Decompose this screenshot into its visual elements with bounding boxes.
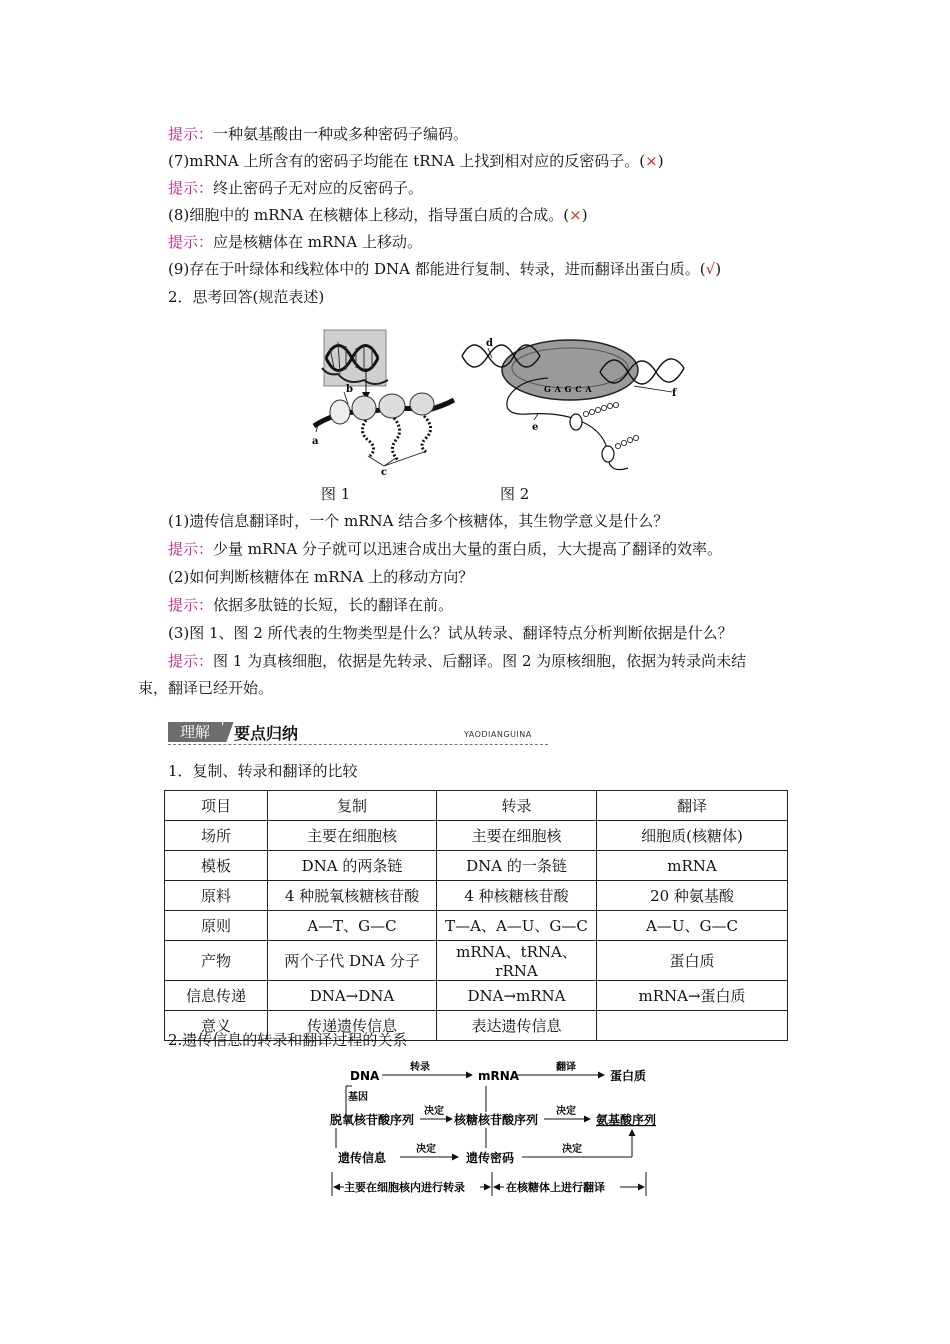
node-genetic-code: 遗传密码: [466, 1151, 515, 1165]
question-2: (2)如何判断核糖体在 mRNA 上的移动方向？: [168, 568, 474, 586]
false-mark: ×: [645, 152, 658, 170]
table-cell: 蛋白质: [597, 941, 788, 981]
hint-text: 终止密码子无对应的反密码子。: [213, 179, 424, 197]
table-row-label: 原则: [165, 911, 268, 941]
label-decide-2: 决定: [556, 1106, 576, 1117]
hint-label: 提示：: [168, 652, 214, 670]
true-mark: √: [705, 260, 716, 278]
label-gene: 基因: [348, 1092, 368, 1103]
hint-text: 依据多肽链的长短，长的翻译在前。: [213, 596, 454, 614]
table-row: [165, 881, 788, 911]
label-translate: 翻译: [556, 1062, 576, 1073]
question-7: [168, 151, 664, 171]
label-a: a: [312, 436, 319, 447]
codon-sequence: G A G C A: [544, 384, 593, 394]
paren-close: ): [657, 152, 664, 170]
hint-text: 一种氨基酸由一种或多种密码子编码。: [213, 125, 469, 143]
label-f: f: [672, 388, 677, 399]
section-2-heading: 2．思考回答(规范表述): [168, 288, 325, 306]
nucleus-dna-illustration: [322, 330, 388, 400]
answer-3: [168, 651, 746, 671]
hint-line-6: [168, 124, 468, 144]
label-decide-4: 决定: [562, 1144, 582, 1155]
table-cell: A—T、G—C: [268, 911, 437, 941]
table-cell: 20 种氨基酸: [597, 881, 788, 911]
table-row: [165, 911, 788, 941]
table-cell: 主要在细胞核: [268, 821, 437, 851]
label-e: e: [532, 422, 539, 433]
table-cell: 两个子代 DNA 分子: [268, 941, 437, 981]
hint-line-8: [168, 232, 422, 252]
table-cell: T—A、A—U、G—C: [437, 911, 597, 941]
node-ribo-seq: 核糖核苷酸序列: [454, 1113, 539, 1127]
table-cell: A—U、G—C: [597, 911, 788, 941]
hint-text: 图 1 为真核细胞，依据是先转录、后翻译。图 2 为原核细胞，依据为转录尚未结: [213, 652, 747, 670]
table-cell: 传递遗传信息: [268, 1011, 437, 1041]
table-cell: DNA 的一条链: [437, 851, 597, 881]
paren-close: ): [715, 260, 722, 278]
table-row-label: 原料: [165, 881, 268, 911]
hint-text: 应是核糖体在 mRNA 上移动。: [213, 233, 423, 251]
question-3: (3)图 1、图 2 所代表的生物类型是什么？试从转录、翻译特点分析判断依据是什么？: [168, 624, 733, 642]
hint-label: 提示：: [168, 179, 214, 197]
question-8: [168, 205, 588, 225]
figure-1-eukaryotic-translation: [308, 328, 458, 476]
figure-2-prokaryotic-translation: [458, 328, 688, 476]
table-cell: 翻译: [597, 791, 788, 821]
label-decide-1: 决定: [424, 1106, 444, 1117]
table-cell: 主要在细胞核: [437, 821, 597, 851]
node-protein: 蛋白质: [610, 1069, 647, 1083]
label-b: b: [346, 384, 353, 395]
table-row-label: 场所: [165, 821, 268, 851]
table-cell: 转录: [437, 791, 597, 821]
label-transcribe: 转录: [410, 1062, 430, 1073]
span-translation: 在核糖体上进行翻译: [506, 1181, 605, 1194]
table-row-label: 意义: [165, 1011, 268, 1041]
section-rule: [168, 744, 548, 745]
table-cell: mRNA: [597, 851, 788, 881]
hint-label: 提示：: [168, 125, 214, 143]
table-cell: 4 种核糖核苷酸: [437, 881, 597, 911]
false-mark: ×: [569, 206, 582, 224]
table-header-row: [165, 791, 788, 821]
section-pinyin: YAODIANGUINA: [464, 730, 532, 739]
hint-label: 提示：: [168, 540, 214, 558]
question-text: (7)mRNA 上所含有的密码子均能在 tRNA 上找到相对应的反密码子。(: [168, 152, 646, 170]
answer-1: [168, 539, 722, 559]
table-cell: 细胞质(核糖体): [597, 821, 788, 851]
table-row: [165, 981, 788, 1011]
question-9: [168, 259, 721, 279]
node-deoxy-seq: 脱氧核苷酸序列: [330, 1113, 415, 1127]
paren-close: ): [581, 206, 588, 224]
question-1: (1)遗传信息翻译时，一个 mRNA 结合多个核糖体，其生物学意义是什么？: [168, 512, 669, 530]
section-tag: 理解: [168, 722, 222, 742]
label-c: c: [381, 467, 388, 476]
node-genetic-info: 遗传信息: [338, 1151, 387, 1165]
table-row: [165, 821, 788, 851]
comparison-table: [164, 790, 788, 1041]
table-row: [165, 851, 788, 881]
node-mrna: mRNA: [478, 1069, 520, 1083]
question-text: (9)存在于叶绿体和线粒体中的 DNA 都能进行复制、转录，进而翻译出蛋白质。(: [168, 260, 706, 278]
section-header: [168, 720, 548, 746]
table-cell: mRNA、tRNA、rRNA: [437, 941, 597, 981]
node-aa-seq: 氨基酸序列: [596, 1113, 657, 1127]
table-cell: DNA→DNA: [268, 981, 437, 1011]
table-row-label: 模板: [165, 851, 268, 881]
flow-title: 2.遗传信息的转录和翻译过程的关系: [168, 1031, 408, 1049]
hint-line-7: [168, 178, 423, 198]
question-text: (8)细胞中的 mRNA 在核糖体上移动，指导蛋白质的合成。(: [168, 206, 570, 224]
span-transcription: 主要在细胞核内进行转录: [344, 1181, 465, 1194]
table-row-label: 信息传递: [165, 981, 268, 1011]
label-decide-3: 决定: [416, 1144, 436, 1155]
table-cell: DNA 的两条链: [268, 851, 437, 881]
table-cell: 4 种脱氧核糖核苷酸: [268, 881, 437, 911]
table-cell: [597, 1011, 788, 1041]
table-cell: mRNA→蛋白质: [597, 981, 788, 1011]
hint-text: 少量 mRNA 分子就可以迅速合成出大量的蛋白质，大大提高了翻译的效率。: [213, 540, 723, 558]
hint-label: 提示：: [168, 233, 214, 251]
hint-label: 提示：: [168, 596, 214, 614]
answer-2: [168, 595, 453, 615]
peptide-chains: [583, 402, 638, 448]
transcription-translation-flow: [326, 1056, 666, 1202]
section-title: 要点归纳: [234, 724, 299, 743]
table-cell: 表达遗传信息: [437, 1011, 597, 1041]
table-row-label: 产物: [165, 941, 268, 981]
figure-2-caption: 图 2: [500, 485, 530, 503]
table-cell: 复制: [268, 791, 437, 821]
table-row: [165, 941, 788, 981]
table-cell: DNA→mRNA: [437, 981, 597, 1011]
label-d: d: [486, 338, 493, 349]
node-dna: DNA: [350, 1069, 380, 1083]
answer-3-continued: 束，翻译已经开始。: [138, 679, 274, 697]
table-row-label: 项目: [165, 791, 268, 821]
table-title: 1．复制、转录和翻译的比较: [168, 762, 358, 780]
figure-1-caption: 图 1: [321, 485, 351, 503]
